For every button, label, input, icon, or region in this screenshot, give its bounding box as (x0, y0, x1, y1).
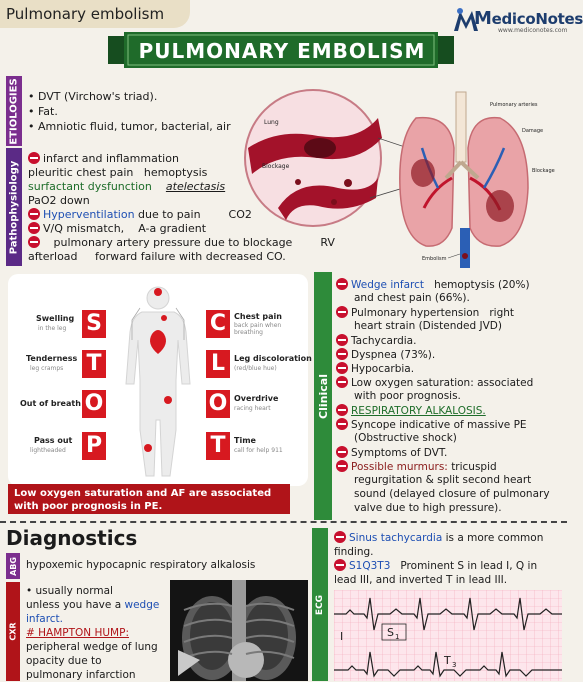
etiology-item-2: • Fat. (28, 105, 58, 118)
clinical-8a: Syncope indicative of massive PE (336, 418, 527, 433)
decrease-icon (336, 348, 348, 360)
cxr-line-7: pulmonary infarction (26, 669, 136, 681)
decrease-icon (336, 404, 348, 416)
cxr-line-4: # HAMPTON HUMP: (26, 627, 129, 639)
decrease-icon (28, 236, 40, 248)
clinical-7: RESPIRATORY ALKALOSIS. (336, 404, 486, 419)
abg-label: ABG (6, 553, 20, 579)
label-damage: Damage (522, 128, 544, 134)
clot-letter-o: O (206, 390, 230, 418)
ecg-s1-sub: 1 (395, 633, 400, 641)
decrease-icon (336, 334, 348, 346)
clinical-4: Dyspnea (73%). (336, 348, 435, 363)
cxr-line-2: unless you have a wedge (26, 599, 160, 611)
label-lung: Lung (264, 119, 279, 126)
decrease-icon (336, 446, 348, 458)
clot-l-title: Leg discoloration (234, 354, 312, 363)
decrease-icon (336, 376, 348, 388)
patho-line-4: PaO2 down (28, 194, 90, 207)
ecg-line-2: finding. (334, 546, 374, 558)
clinical-3: Tachycardia. (336, 334, 416, 349)
clot-t-title: Time (234, 436, 256, 445)
clinical-1a: Wedge infarct hemoptysis (20%) (336, 278, 530, 293)
stop-p-title: Pass out (34, 436, 73, 445)
label-blockage-lung: Blockage (532, 168, 555, 174)
patho-line-5: Hyperventilation due to pain CO2 (28, 208, 252, 222)
clinical-8b: (Obstructive shock) (354, 432, 457, 444)
clinical-1c: and chest pain (66%). (354, 292, 470, 304)
body-silhouette-icon (112, 280, 204, 480)
ecg-line-4: lead III, and inverted T in lead III. (334, 574, 508, 586)
clot-c-title: Chest pain (234, 312, 282, 321)
clinical-10d: sound (delayed closure of pulmonary (354, 488, 550, 500)
clinical-5: Hypocarbia. (336, 362, 414, 377)
patho-line-8: afterload forward failure with decreased CO. (28, 250, 286, 263)
clot-letter-c: C (206, 310, 230, 338)
decrease-icon (28, 208, 40, 220)
logo-name: MedicoNotes (474, 8, 583, 29)
clinical-9: Symptoms of DVT. (336, 446, 447, 461)
label-blockage: Blockage (262, 163, 290, 170)
clinical-6a: Low oxygen saturation: associated (336, 376, 533, 391)
cxr-label: CXR (6, 582, 20, 681)
diagnostics-title: Diagnostics (6, 526, 138, 550)
page-tab: Pulmonary embolism (0, 0, 190, 28)
clot-letter-t: T (206, 432, 230, 460)
etiology-item-1: • DVT (Virchow's triad). (28, 90, 158, 103)
label-embolism: Embolism (422, 256, 447, 262)
clot-o-title: Overdrive (234, 394, 279, 403)
etiologies-label: ETIOLOGIES (6, 76, 22, 146)
label-pulmonary-arteries: Pulmonary arteries (490, 102, 538, 108)
cxr-line-3: infarct. (26, 613, 64, 625)
clot-t-sub: call for help 911 (234, 447, 283, 454)
clinical-10c: regurgitation & split second heart (354, 474, 532, 486)
mediconotes-logo[interactable] (452, 3, 583, 39)
ecg-lead-i: I (340, 630, 344, 643)
decrease-icon (336, 306, 348, 318)
clinical-2c: heart strain (Distended JVD) (354, 320, 502, 332)
patho-line-2: pleuritic chest pain hemoptysis (28, 166, 208, 179)
patho-line-1: infarct and inflammation (28, 152, 179, 166)
decrease-icon (336, 362, 348, 374)
cxr-line-1: • usually normal (26, 585, 113, 597)
ecg-t3-label: T (444, 654, 451, 667)
patho-line-6: V/Q mismatch, A-a gradient (28, 222, 206, 236)
decrease-icon (336, 418, 348, 430)
prognosis-note: Low oxygen saturation and AF are associated with poor prognosis in PE. (8, 484, 290, 514)
stop-t-sub: leg cramps (30, 365, 64, 372)
ecg-t3-sub: 3 (452, 661, 457, 669)
page-title: PULMONARY EMBOLISM (138, 39, 426, 63)
stop-letter-o: O (82, 390, 106, 418)
lung-embolism-illustration (238, 78, 562, 278)
clot-letter-l: L (206, 350, 230, 378)
stop-s-title: Swelling (36, 314, 75, 323)
pathophysiology-label: Pathophysiology (6, 148, 22, 266)
ecg-line-3: S1Q3T3 Prominent S in lead I, Q in (334, 559, 537, 573)
logo-url: www.mediconotes.com (498, 27, 568, 34)
ecg-line-1: Sinus tachycardia is a more common (334, 531, 543, 545)
clinical-2a: Pulmonary hypertension right (336, 306, 514, 321)
decrease-icon (334, 531, 346, 543)
ecg-label: ECG (312, 528, 328, 681)
clinical-label: Clinical (314, 272, 332, 520)
clinical-10e: valve due to high pressure). (354, 502, 502, 514)
clot-o-sub: racing heart (234, 405, 271, 412)
decrease-icon (28, 152, 40, 164)
stop-s-sub: in the leg (38, 325, 67, 332)
section-divider (0, 521, 567, 523)
stop-letter-s: S (82, 310, 106, 338)
stop-letter-t: T (82, 350, 106, 378)
stop-t-title: Tenderness (26, 354, 78, 363)
stop-letter-p: P (82, 432, 106, 460)
decrease-icon (334, 559, 346, 571)
chest-xray-image (170, 580, 308, 681)
decrease-icon (336, 460, 348, 472)
patho-line-7: pulmonary artery pressure due to blockage RV (28, 236, 335, 250)
ecg-s1-label: S (387, 626, 394, 639)
decrease-icon (28, 222, 40, 234)
abg-text: hypoxemic hypocapnic respiratory alkalosis (26, 559, 256, 571)
cxr-line-6: opacity due to (26, 655, 102, 667)
clot-c-sub: back pain when breathing (234, 322, 282, 336)
stop-p-sub: lightheaded (30, 447, 66, 454)
ecg-strip (334, 590, 562, 681)
stop-the-clot-panel (8, 274, 312, 486)
decrease-icon (336, 278, 348, 290)
clinical-6b: with poor prognosis. (354, 390, 461, 402)
etiology-item-3: • Amniotic fluid, tumor, bacterial, air (28, 120, 231, 133)
clot-l-sub: (red/blue hue) (234, 365, 277, 372)
stop-o-title: Out of breath (20, 399, 81, 408)
clinical-10a: Possible murmurs: tricuspid (336, 460, 497, 475)
cxr-line-5: peripheral wedge of lung (26, 641, 158, 653)
patho-line-3: surfactant dysfunction atelectasis (28, 180, 226, 193)
